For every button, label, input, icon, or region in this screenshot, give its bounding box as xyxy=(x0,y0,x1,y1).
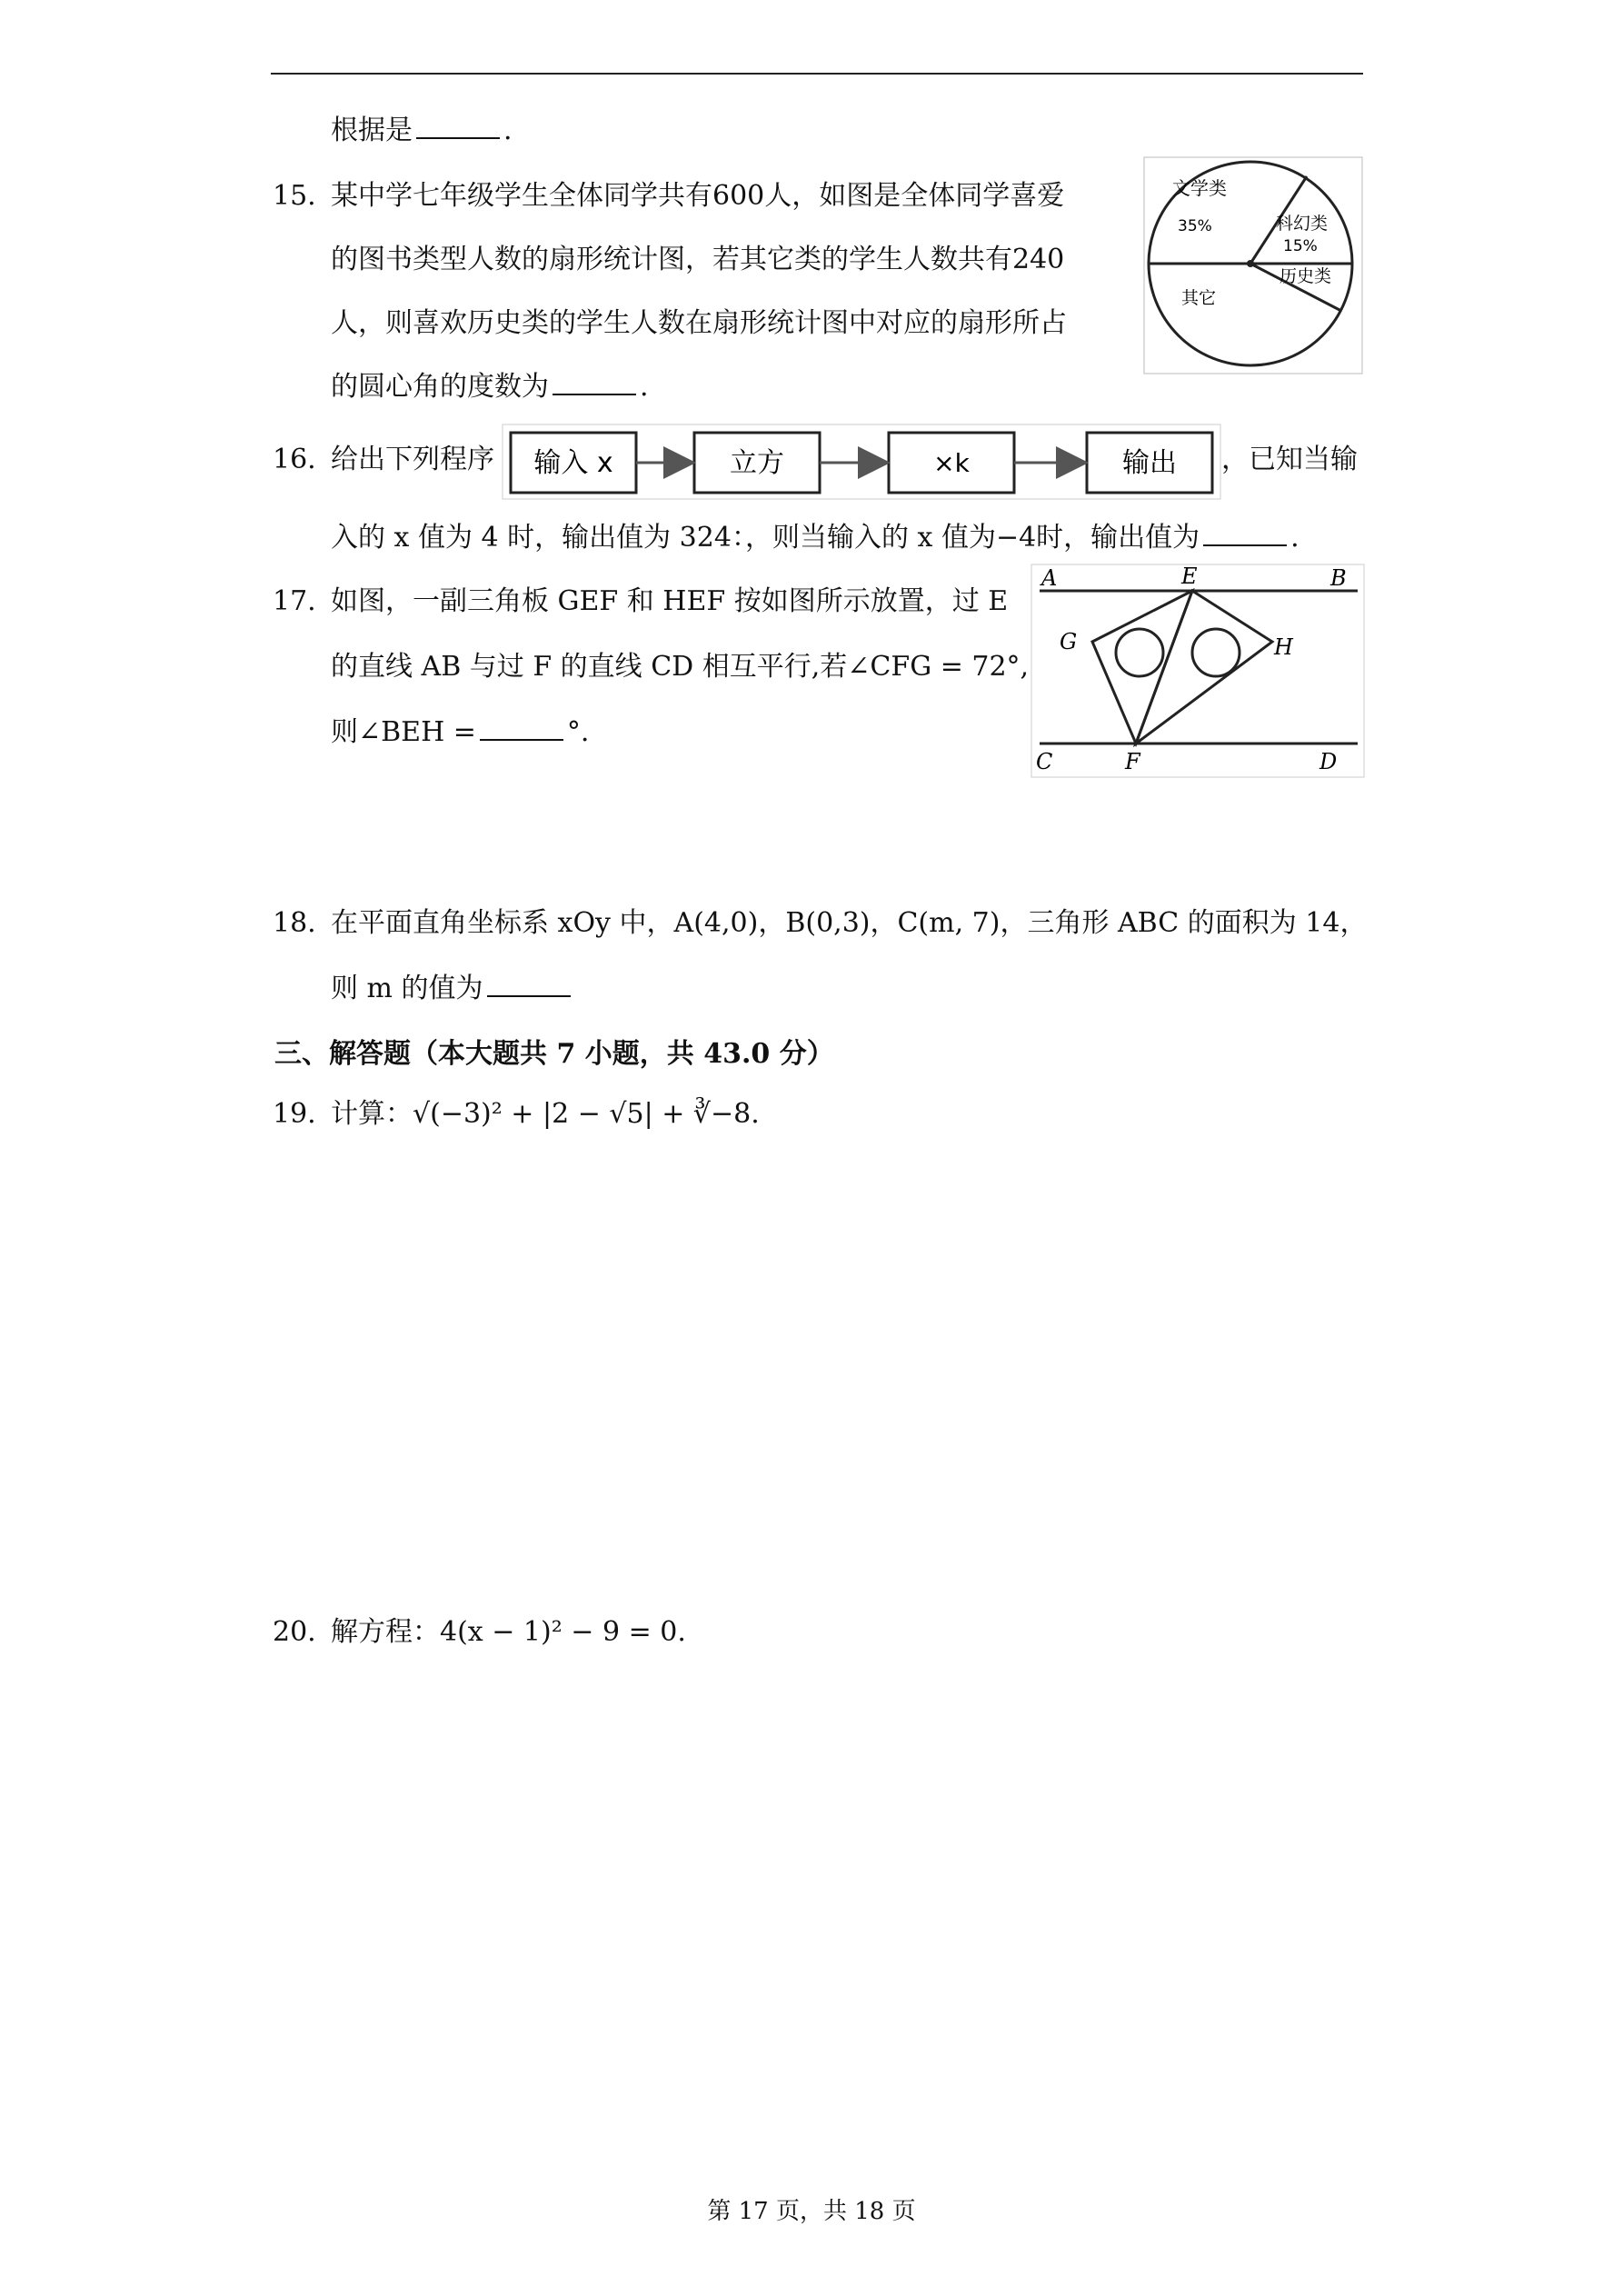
flow-label-multiply: ×k xyxy=(933,448,970,478)
question-16-number: 16. xyxy=(273,444,316,475)
question-16-line-2-text: 入的 x 值为 4 时，输出值为 324：，则当输入的 x 值为−4时，输出值为 xyxy=(331,522,1200,554)
question-19-prefix: 计算： xyxy=(331,1098,413,1130)
question-19-number: 19. xyxy=(273,1098,316,1130)
question-15-number: 15. xyxy=(273,180,316,212)
previous-question-fragment xyxy=(331,113,513,149)
answer-blank[interactable] xyxy=(1203,521,1287,546)
pie-label-wenxue: 文学类 xyxy=(1172,177,1227,199)
question-18-line-1: 在平面直角坐标系 xOy 中，A(4,0)，B(0,3)，C(m, 7)，三角形 ABC 的面积为 14， xyxy=(331,907,1368,939)
question-17-line-1: 如图，一副三角板 GEF 和 HEF 按如图所示放置，过 E xyxy=(331,585,1009,617)
section-3-title: 三、解答题（本大题共 7 小题，共 43.0 分） xyxy=(274,1038,834,1070)
label-c: C xyxy=(1036,749,1053,774)
flow-label-cube: 立方 xyxy=(730,447,784,479)
pie-label-kehuan: 科幻类 xyxy=(1276,214,1329,234)
question-17-end: °. xyxy=(566,716,590,748)
question-19-line xyxy=(331,1096,760,1133)
question-17-number: 17. xyxy=(273,585,316,617)
page-footer: 第 17 页，共 18 页 xyxy=(707,2198,916,2225)
question-18-number: 18. xyxy=(273,907,316,939)
label-a: A xyxy=(1041,565,1058,591)
label-e: E xyxy=(1181,564,1198,589)
fragment-end: . xyxy=(503,115,513,146)
question-18-line-2 xyxy=(331,971,574,1007)
answer-blank[interactable] xyxy=(416,114,500,139)
fragment-text: 根据是 xyxy=(331,115,413,146)
question-16-line-2 xyxy=(331,520,1299,556)
pie-label-kehuan-pct: 15% xyxy=(1283,237,1318,255)
pie-center xyxy=(1247,260,1254,267)
label-b: B xyxy=(1330,565,1347,591)
question-18-line-2-text: 则 m 的值为 xyxy=(331,973,483,1004)
label-h: H xyxy=(1274,634,1293,660)
question-20-text: 解方程：4(x − 1)² − 9 = 0. xyxy=(331,1616,686,1648)
question-19-expression: √(−3)² + |2 − √5| + ∛−8. xyxy=(413,1098,760,1130)
pie-label-wenxue-pct: 35% xyxy=(1178,217,1212,235)
question-16-suffix: ，已知当输 xyxy=(1221,444,1358,475)
question-15-end: . xyxy=(640,371,649,403)
question-16-prefix: 给出下列程序 xyxy=(331,444,494,475)
question-17-line-3-text: 则∠BEH = xyxy=(331,716,476,748)
answer-blank[interactable] xyxy=(480,715,563,741)
question-17-line-3 xyxy=(331,714,589,751)
label-d: D xyxy=(1319,749,1338,774)
question-16-end: . xyxy=(1290,522,1299,554)
flow-label-output: 输出 xyxy=(1122,447,1177,479)
triangle-geometry-figure xyxy=(1031,564,1365,778)
question-15-line-1: 某中学七年级学生全体同学共有600人，如图是全体同学喜爱 xyxy=(331,180,1065,212)
header-rule xyxy=(271,73,1363,75)
program-flow-diagram xyxy=(502,424,1221,500)
answer-blank[interactable] xyxy=(487,972,571,997)
flow-label-input: 输入 x xyxy=(533,447,613,479)
label-f: F xyxy=(1125,749,1140,774)
pie-chart-figure xyxy=(1143,156,1363,374)
question-15-line-4 xyxy=(331,369,649,405)
answer-blank[interactable] xyxy=(553,370,636,395)
label-g: G xyxy=(1060,629,1078,654)
question-17-line-2: 的直线 AB 与过 F 的直线 CD 相互平行,若∠CFG = 72°, xyxy=(331,651,1030,683)
question-20-number: 20. xyxy=(273,1616,316,1648)
pie-label-lishi: 历史类 xyxy=(1279,266,1332,286)
question-15-line-4-text: 的圆心角的度数为 xyxy=(331,371,549,403)
question-15-line-3: 人，则喜欢历史类的学生人数在扇形统计图中对应的扇形所占 xyxy=(331,307,1067,339)
question-15-line-2: 的图书类型人数的扇形统计图，若其它类的学生人数共有240 xyxy=(331,244,1065,275)
pie-label-qita: 其它 xyxy=(1181,288,1217,308)
